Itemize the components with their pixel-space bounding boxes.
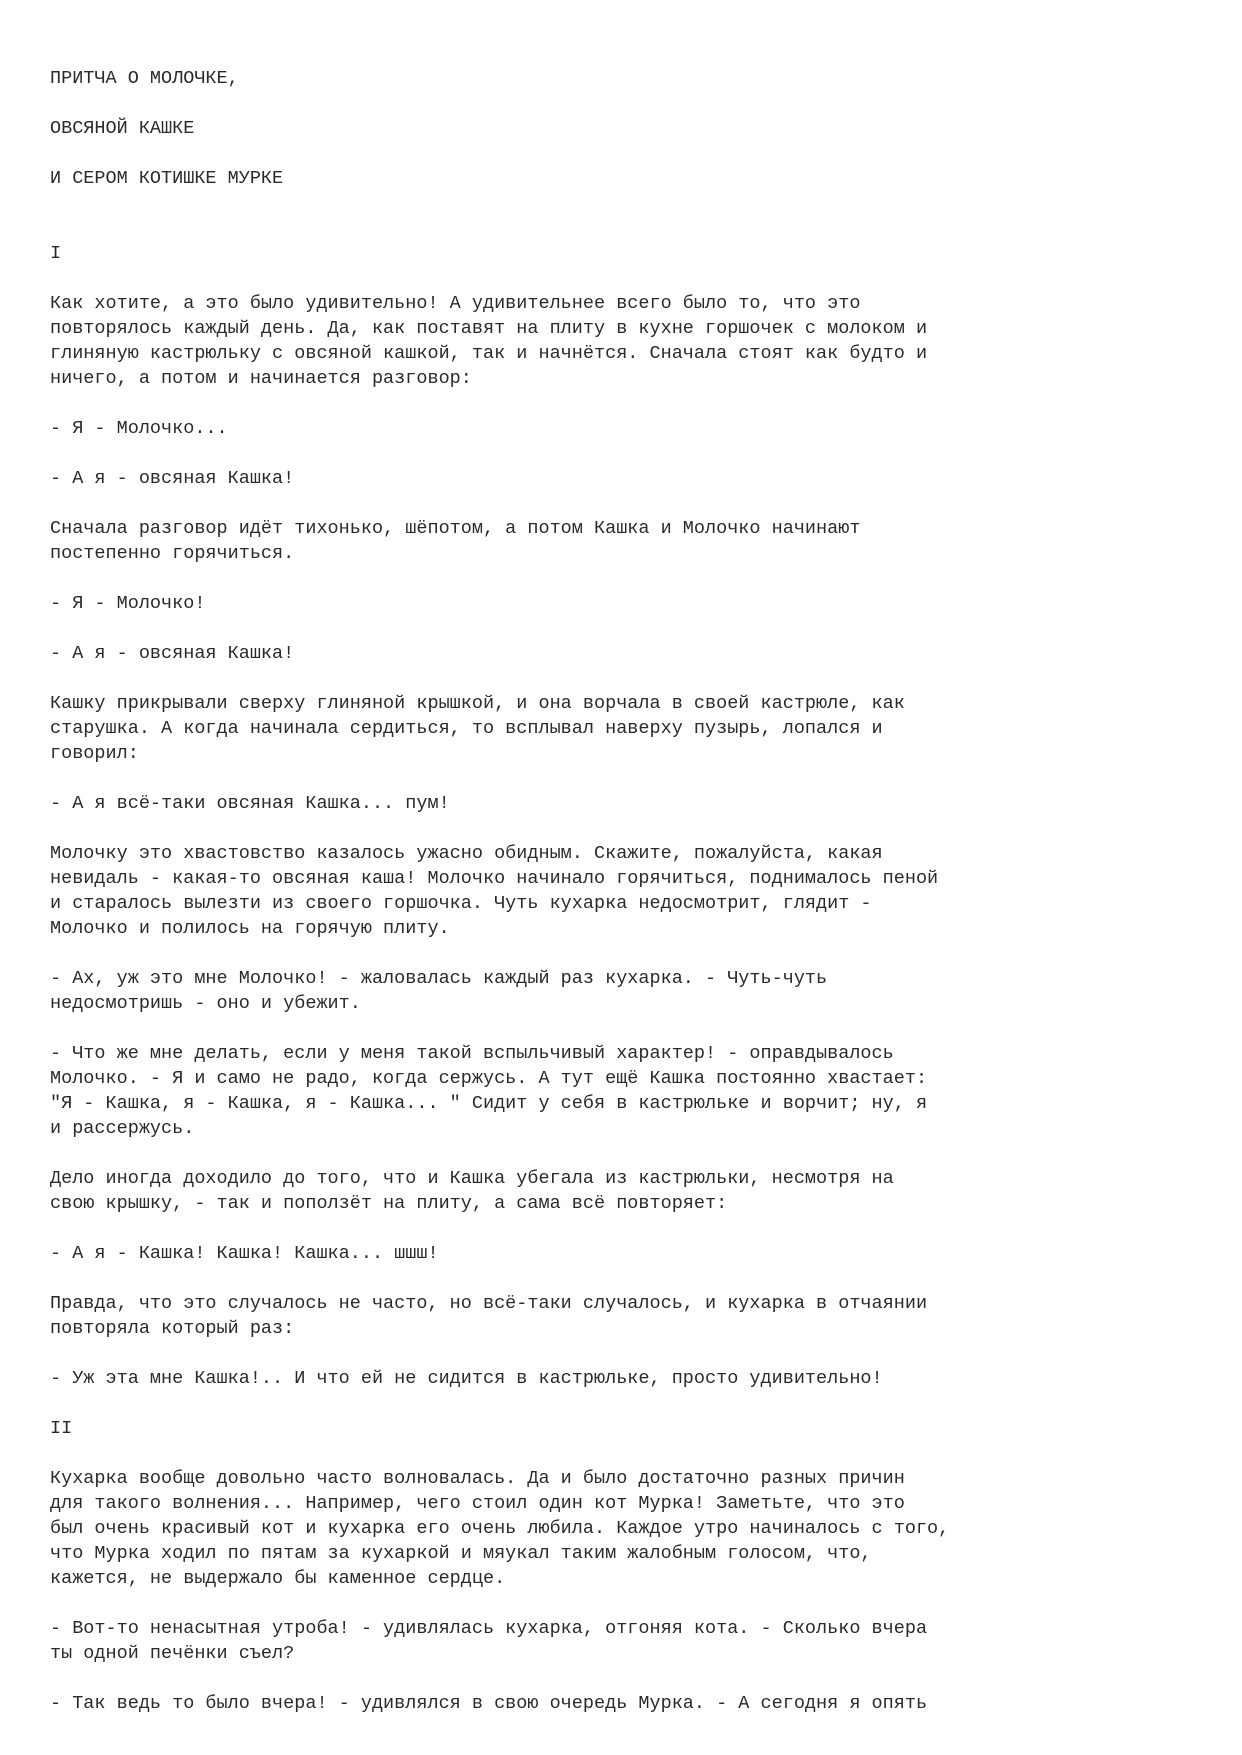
- blank-line: [50, 1016, 1200, 1041]
- text-line: Кухарка вообще довольно часто волновалась. Да и было достаточно разных причин: [50, 1468, 905, 1489]
- blank-line: [50, 1216, 1200, 1241]
- blank-line: [50, 1141, 1200, 1166]
- blank-line: [50, 941, 1200, 966]
- text-line: свою крышку, - так и поползёт на плиту, а сама всё повторяет:: [50, 1193, 728, 1214]
- text-line: недосмотришь - оно и убежит.: [50, 993, 361, 1014]
- blank-line: [50, 566, 1200, 591]
- text-line: Молочко и полилось на горячую плиту.: [50, 918, 450, 939]
- blank-line: [50, 441, 1200, 466]
- text-line: невидаль - какая-то овсяная каша! Молочко начинало горячиться, поднималось пеной: [50, 868, 939, 889]
- text-line: - Так ведь то было вчера! - удивлялся в свою очередь Мурка. - А сегодня я опять: [50, 1693, 928, 1714]
- blank-line: [50, 1391, 1200, 1416]
- text-line: ничего, а потом и начинается разговор:: [50, 368, 472, 389]
- blank-line: [50, 666, 1200, 691]
- blank-line: [50, 141, 1200, 166]
- text-line: ОВСЯНОЙ КАШКЕ: [50, 118, 195, 139]
- text-line: Молочку это хвастовство казалось ужасно обидным. Скажите, пожалуйста, какая: [50, 843, 883, 864]
- blank-line: [50, 391, 1200, 416]
- text-line: I: [50, 243, 62, 264]
- text-line: "Я - Кашка, я - Кашка, я - Кашка... " Сидит у себя в кастрюльке и ворчит; ну, я: [50, 1093, 928, 1114]
- blank-line: [50, 766, 1200, 791]
- blank-line: [50, 1266, 1200, 1291]
- blank-line: [50, 616, 1200, 641]
- text-line: - Вот-то ненасытная утроба! - удивлялась кухарка, отгоняя кота. - Сколько вчера: [50, 1618, 928, 1639]
- text-line: - Что же мне делать, если у меня такой вспыльчивый характер! - оправдывалось: [50, 1043, 894, 1064]
- text-line: И СЕРОМ КОТИШКЕ МУРКЕ: [50, 168, 284, 189]
- text-line: - Уж эта мне Кашка!.. И что ей не сидится в кастрюльке, просто удивительно!: [50, 1368, 883, 1389]
- text-line: - А я - овсяная Кашка!: [50, 643, 295, 664]
- text-line: глиняную кастрюльку с овсяной кашкой, так и начнётся. Сначала стоят как будто и: [50, 343, 928, 364]
- text-line: Молочко. - Я и само не радо, когда сержусь. А тут ещё Кашка постоянно хвастает:: [50, 1068, 928, 1089]
- blank-line: [50, 216, 1200, 241]
- text-line: для такого волнения... Например, чего стоил один кот Мурка! Заметьте, что это: [50, 1493, 905, 1514]
- text-line: постепенно горячиться.: [50, 543, 295, 564]
- text-line: Сначала разговор идёт тихонько, шёпотом, а потом Кашка и Молочко начинают: [50, 518, 861, 539]
- blank-line: [50, 1591, 1200, 1616]
- text-line: - Ах, уж это мне Молочко! - жаловалась каждый раз кухарка. - Чуть-чуть: [50, 968, 828, 989]
- text-line: - А я - овсяная Кашка!: [50, 468, 295, 489]
- blank-line: [50, 491, 1200, 516]
- blank-line: [50, 266, 1200, 291]
- text-line: кажется, не выдержало бы каменное сердце.: [50, 1568, 506, 1589]
- text-line: и рассержусь.: [50, 1118, 195, 1139]
- blank-line: [50, 91, 1200, 116]
- text-line: - А я всё-таки овсяная Кашка... пум!: [50, 793, 450, 814]
- text-line: ПРИТЧА О МОЛОЧКЕ,: [50, 68, 239, 89]
- text-line: повторялось каждый день. Да, как поставят на плиту в кухне горшочек с молоком и: [50, 318, 928, 339]
- text-line: Кашку прикрывали сверху глиняной крышкой, и она ворчала в своей кастрюле, как: [50, 693, 905, 714]
- text-line: Дело иногда доходило до того, что и Кашка убегала из кастрюльки, несмотря на: [50, 1168, 894, 1189]
- text-line: - А я - Кашка! Кашка! Кашка... шшш!: [50, 1243, 439, 1264]
- blank-line: [50, 1666, 1200, 1691]
- text-line: Правда, что это случалось не часто, но всё-таки случалось, и кухарка в отчаянии: [50, 1293, 928, 1314]
- text-line: ты одной печёнки съел?: [50, 1643, 295, 1664]
- text-line: II: [50, 1418, 73, 1439]
- blank-line: [50, 1441, 1200, 1466]
- document-text: [50, 66, 1200, 1716]
- text-line: Как хотите, а это было удивительно! А удивительнее всего было то, что это: [50, 293, 861, 314]
- text-line: и старалось вылезти из своего горшочка. Чуть кухарка недосмотрит, глядит -: [50, 893, 872, 914]
- text-line: был очень красивый кот и кухарка его очень любила. Каждое утро начиналось с того,: [50, 1518, 950, 1539]
- text-line: говорил:: [50, 743, 139, 764]
- blank-line: [50, 191, 1200, 216]
- blank-line: [50, 1341, 1200, 1366]
- text-line: - Я - Молочко...: [50, 418, 228, 439]
- text-line: повторяла который раз:: [50, 1318, 295, 1339]
- text-line: - Я - Молочко!: [50, 593, 206, 614]
- text-line: что Мурка ходил по пятам за кухаркой и мяукал таким жалобным голосом, что,: [50, 1543, 872, 1564]
- blank-line: [50, 816, 1200, 841]
- text-line: старушка. А когда начинала сердиться, то всплывал наверху пузырь, лопался и: [50, 718, 883, 739]
